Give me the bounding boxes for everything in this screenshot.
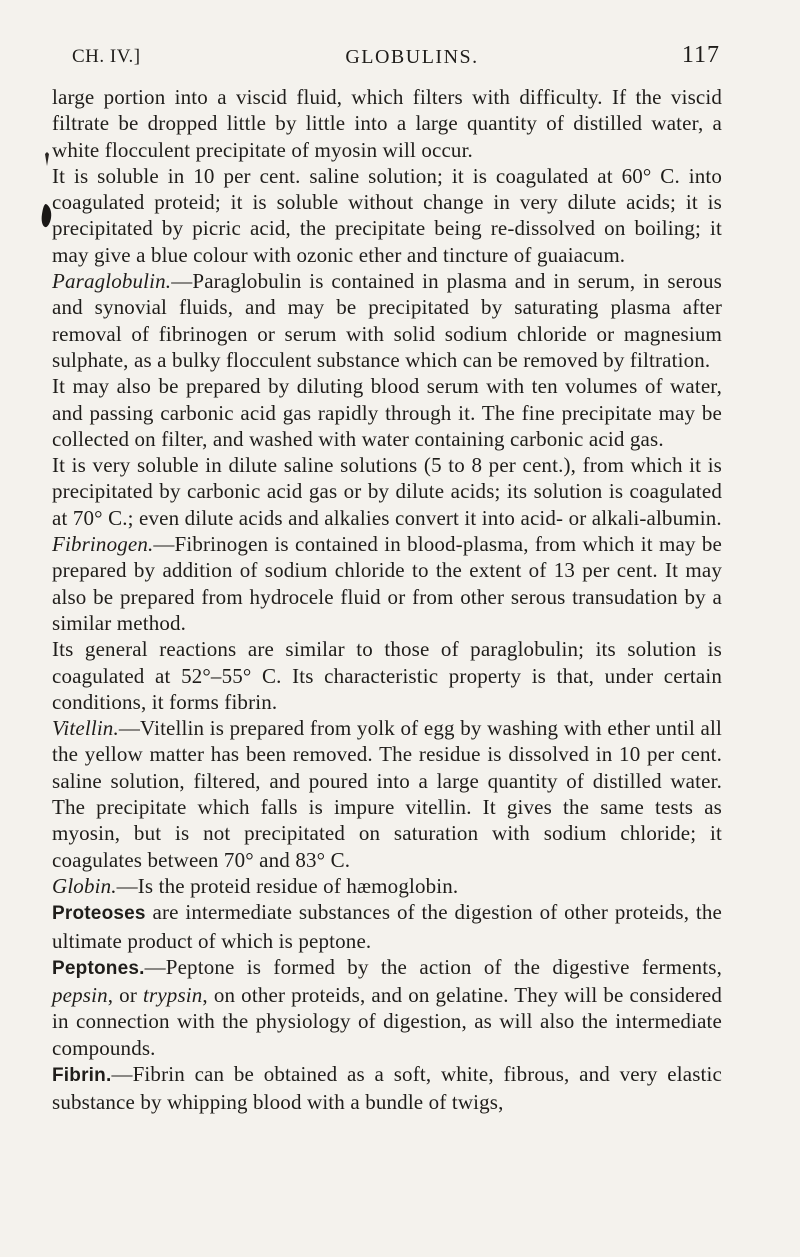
paragraph (52, 899, 722, 954)
italic-term: pepsin (52, 983, 108, 1008)
paragraph (52, 715, 722, 873)
paragraph (52, 1061, 722, 1116)
paragraph-text: —Fibrin can be obtained as a soft, white, fibrous, and very elastic substance by whipping blood with a bundle of twigs, (52, 1061, 722, 1115)
paragraph-text: are intermediate substances of the digestion of other proteids, the ultimate product of which is peptone. (52, 900, 722, 953)
paragraph (52, 452, 722, 531)
margin-mark-small (44, 152, 50, 166)
section-title: GLOBULINS. (345, 46, 479, 68)
paragraph-text: —Vitellin is prepared from yolk of egg by washing with ether until all the yellow matter has been removed. The residue is dissolved in 10 per cent. saline solution, filtered, and poured into a large quantity of distilled water. The precipitate which falls is impure vitellin. It gives the same tests as myosin, but is not precipitated on saturation with sodium chloride; it coagulates between 70° and 83° C. (52, 716, 722, 872)
paragraph-text: —Fibrinogen is contained in blood-plasma, from which it may be prepared by addition of sodium chloride to the extent of 13 per cent. It may also be prepared from hydrocele fluid or from other serous transudation by a similar method. (52, 532, 722, 635)
paragraph-text: , on other proteids, and on gelatine. They will be considered in connection with the physiology of digestion, as will also the intermediate compounds. (52, 983, 722, 1060)
paragraph-text: —Paraglobulin is contained in plasma and in serum, in serous and synovial fluids, and may be precipitated by saturating plasma after removal of fibrinogen or serum with solid sodium chloride or magnesium sulphate, as a bulky flocculent substance which can be removed by filtration. (52, 269, 722, 372)
italic-term: Vitellin. (52, 716, 119, 741)
paragraph (52, 84, 722, 163)
paragraph (52, 873, 722, 899)
running-head (72, 42, 720, 72)
page-number: 117 (681, 42, 720, 68)
margin-ink-blot (40, 204, 52, 228)
italic-term: Paraglobulin. (52, 269, 172, 294)
paragraph-text: Its general reactions are similar to those of paraglobulin; its solution is coagulated at 52°–55° C. Its characteristic property is that, under certain conditions, it forms fibrin. (52, 637, 722, 714)
paragraph (52, 636, 722, 715)
paragraph (52, 954, 722, 1061)
paragraph (52, 268, 722, 373)
paragraph-text: —Is the proteid residue of hæmoglobin. (116, 873, 459, 898)
paragraph-text: It may also be prepared by diluting blood serum with ten volumes of water, and passing carbonic acid gas rapidly through it. The fine precipitate may be collected on filter, and washed with water containing carbonic acid gas. (52, 374, 722, 451)
bold-heading: Proteoses (52, 903, 146, 925)
bold-heading: Fibrin. (52, 1064, 112, 1086)
paragraph-text: It is very soluble in dilute saline solutions (5 to 8 per cent.), from which it is precipitated by carbonic acid gas or by dilute acids; its solution is coagulated at 70° C.; even dilute acids and alkalies convert it into acid- or alkali-albumin. (52, 453, 722, 530)
chapter-label: CH. IV.] (72, 46, 141, 67)
body-text (52, 84, 722, 1116)
bold-heading: Peptones. (52, 957, 145, 979)
paragraph-text: —Peptone is formed by the action of the digestive ferments, (144, 954, 722, 979)
italic-term: Globin. (52, 873, 117, 898)
paragraph (52, 163, 722, 268)
paragraph-text: large portion into a viscid fluid, which filters with difficulty. If the viscid filtrate be dropped little by little into a large quantity of distilled water, a white flocculent precipitate of myosin will occur. (52, 85, 722, 162)
paragraph-text: , or (107, 983, 144, 1008)
paragraph (52, 373, 722, 452)
paragraph (52, 531, 722, 636)
paragraph-text: It is soluble in 10 per cent. saline solution; it is coagulated at 60° C. into coagulated proteid; it is soluble without change in very dilute acids; it is precipitated by picric acid, the precipitate being re-dissolved on boiling; it may give a blue colour with ozonic ether and tincture of guaiacum. (52, 163, 722, 267)
italic-term: Fibrinogen. (52, 532, 154, 557)
italic-term: trypsin (143, 983, 203, 1008)
